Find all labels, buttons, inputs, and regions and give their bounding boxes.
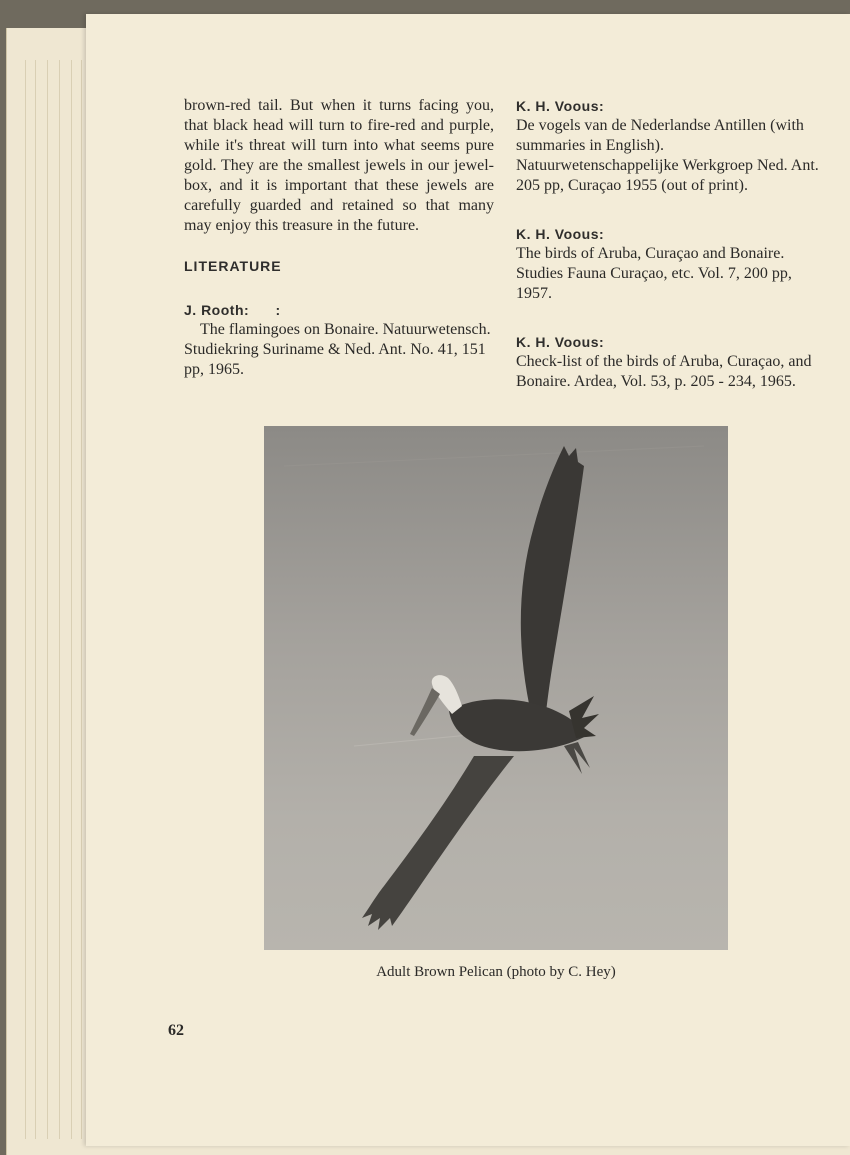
page-edge xyxy=(47,60,48,1139)
reference-author: K. H. Voous: xyxy=(516,226,605,242)
literature-heading: LITERATURE xyxy=(184,258,282,274)
page-edge xyxy=(81,60,82,1139)
reference-author: J. Rooth: : xyxy=(184,302,281,318)
reference-text: The birds of Aruba, Curaçao and Bonaire. Studies Fauna Curaçao, etc. Vol. 7, 200 pp, 1957. xyxy=(516,245,792,302)
page-number: 62 xyxy=(168,1022,184,1039)
reference-text: The flamingoes on Bonaire. Natuurwetensch. Studiekring Suriname & Ned. Ant. No. 41, 151 pp, 1965. xyxy=(184,321,491,378)
page-edge xyxy=(25,60,26,1139)
page-edge xyxy=(71,60,72,1139)
pelican-illustration xyxy=(264,426,728,950)
left-column xyxy=(184,96,494,380)
reference-author: K. H. Voous: xyxy=(516,334,605,350)
page-edge xyxy=(35,60,36,1139)
right-column xyxy=(516,96,828,392)
pelican-photo xyxy=(264,426,728,950)
reference-text: Check-list of the birds of Aruba, Curaçao, and Bonaire. Ardea, Vol. 53, p. 205 - 234, 1965. xyxy=(516,353,812,390)
photo-caption: Adult Brown Pelican (photo by C. Hey) xyxy=(376,964,616,980)
reference-author: K. H. Voous: xyxy=(516,98,605,114)
reference-text: De vogels van de Nederlandse Antillen (with summaries in English). Natuurwetenschappelijke Werkgroep Ned. Ant. 205 pp, Curaçao 1955 (out of print). xyxy=(516,117,819,194)
intro-paragraph: brown-red tail. But when it turns facing you, that black head will turn to fire-red and purple, while it's threat will turn into what seems pure gold. They are the smallest jewels in our jewel-box, and it is important that these jewels are carefully guarded and retained so that many may enjoy this treasure in the future. xyxy=(184,97,494,234)
page-edge xyxy=(59,60,60,1139)
